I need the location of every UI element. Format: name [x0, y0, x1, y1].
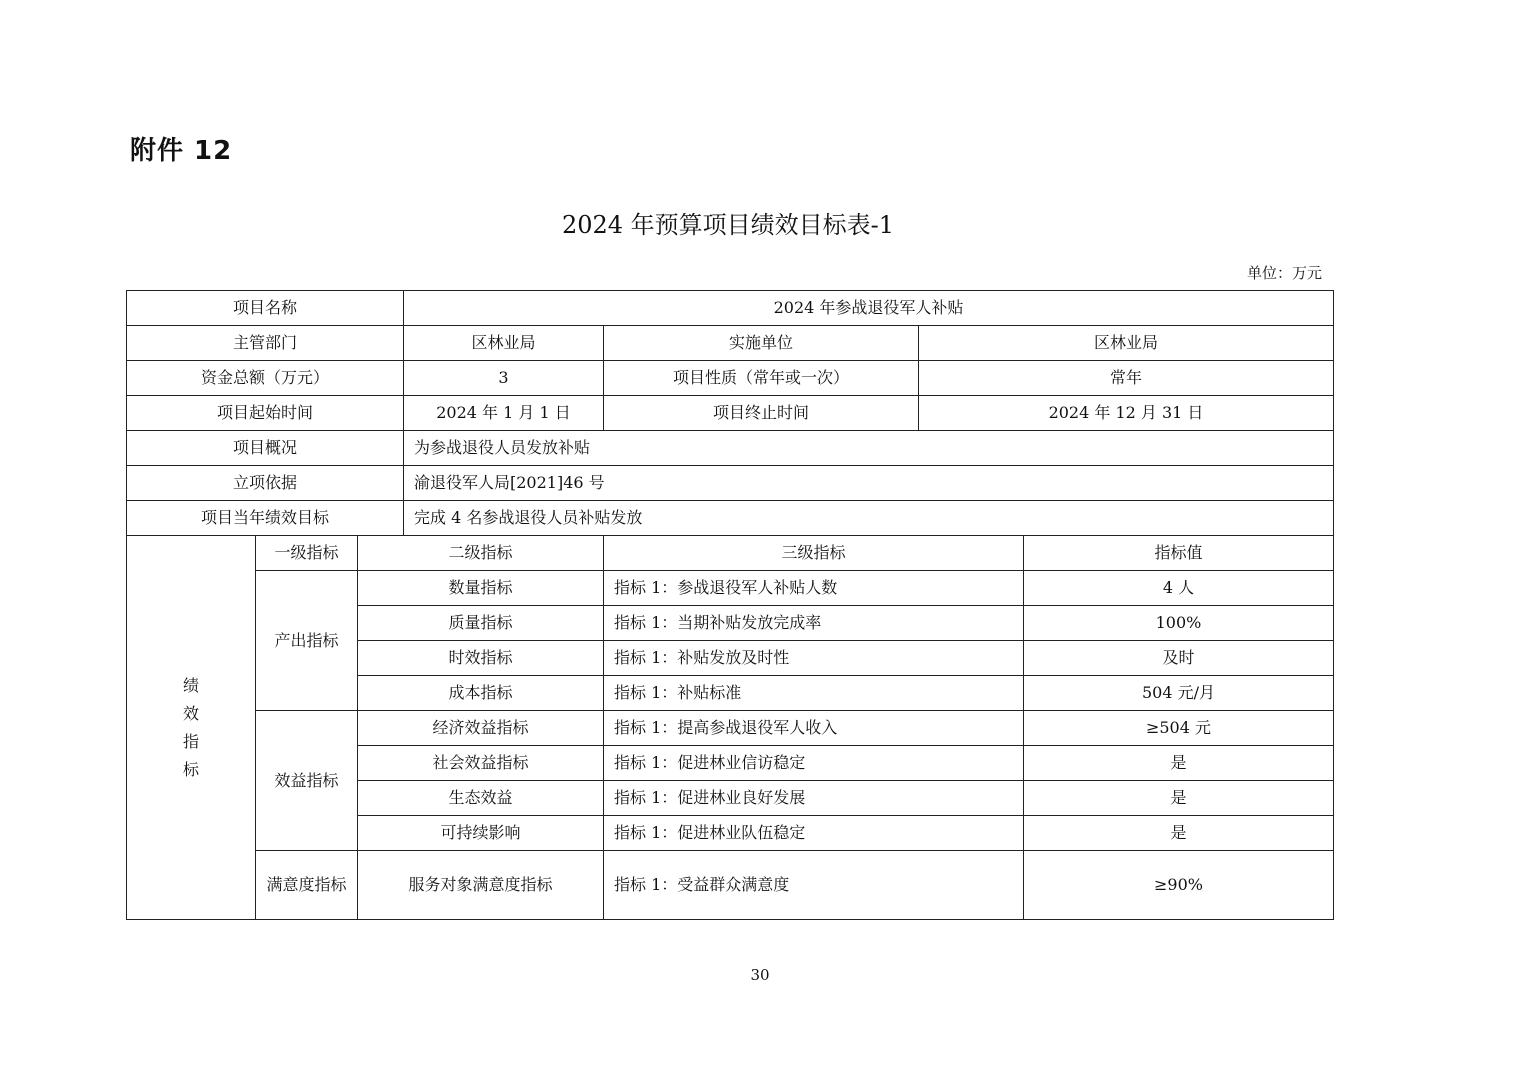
impl-label: 实施单位: [604, 326, 919, 361]
level2-cell: 生态效益: [358, 781, 604, 816]
nature-value: 常年: [919, 361, 1334, 396]
table-row: [127, 361, 1334, 396]
level2-cell: 可持续影响: [358, 816, 604, 851]
level3-cell: 指标 1：促进林业良好发展: [604, 781, 1024, 816]
value-cell: 504 元/月: [1024, 676, 1334, 711]
end-value: 2024 年 12 月 31 日: [919, 396, 1334, 431]
page-number: 30: [750, 966, 770, 984]
table-header-row: [127, 536, 1334, 571]
table-row: [127, 431, 1334, 466]
annex-label: 附件 12: [130, 136, 233, 166]
level3-cell: 指标 1：提高参战退役军人收入: [604, 711, 1024, 746]
table-row: [127, 466, 1334, 501]
value-cell: 4 人: [1024, 571, 1334, 606]
goal-value: 完成 4 名参战退役人员补贴发放: [404, 501, 1334, 536]
level3-cell: 指标 1：参战退役军人补贴人数: [604, 571, 1024, 606]
value-cell: 是: [1024, 816, 1334, 851]
level2-cell: 经济效益指标: [358, 711, 604, 746]
table-row: [127, 501, 1334, 536]
table-row: [127, 711, 1334, 746]
level3-cell: 指标 1：补贴发放及时性: [604, 641, 1024, 676]
header-level3: 三级指标: [604, 536, 1024, 571]
fund-label: 资金总额（万元）: [127, 361, 404, 396]
level3-cell: 指标 1：受益群众满意度: [604, 851, 1024, 920]
level3-cell: 指标 1：促进林业信访稳定: [604, 746, 1024, 781]
level3-cell: 指标 1：补贴标准: [604, 676, 1024, 711]
level2-cell: 时效指标: [358, 641, 604, 676]
overview-label: 项目概况: [127, 431, 404, 466]
level1-satisfaction: 满意度指标: [256, 851, 358, 920]
header-level1: 一级指标: [256, 536, 358, 571]
value-cell: 是: [1024, 781, 1334, 816]
level3-cell: 指标 1：促进林业队伍稳定: [604, 816, 1024, 851]
end-label: 项目终止时间: [604, 396, 919, 431]
dept-label: 主管部门: [127, 326, 404, 361]
start-label: 项目起始时间: [127, 396, 404, 431]
table-row: [127, 851, 1334, 920]
project-name-value: 2024 年参战退役军人补贴: [404, 291, 1334, 326]
level2-cell: 服务对象满意度指标: [358, 851, 604, 920]
fund-value: 3: [404, 361, 604, 396]
value-cell: 是: [1024, 746, 1334, 781]
level3-cell: 指标 1：当期补贴发放完成率: [604, 606, 1024, 641]
indicators-section-label: 绩效指标: [127, 536, 256, 920]
impl-value: 区林业局: [919, 326, 1334, 361]
overview-value: 为参战退役人员发放补贴: [404, 431, 1334, 466]
performance-target-table: [126, 290, 1334, 920]
basis-label: 立项依据: [127, 466, 404, 501]
goal-label: 项目当年绩效目标: [127, 501, 404, 536]
level1-benefit: 效益指标: [256, 711, 358, 851]
value-cell: ≥504 元: [1024, 711, 1334, 746]
value-cell: 100%: [1024, 606, 1334, 641]
unit-label: 单位：万元: [1246, 264, 1322, 282]
start-value: 2024 年 1 月 1 日: [404, 396, 604, 431]
level2-cell: 社会效益指标: [358, 746, 604, 781]
nature-label: 项目性质（常年或一次）: [604, 361, 919, 396]
header-level2: 二级指标: [358, 536, 604, 571]
basis-value: 渝退役军人局[2021]46 号: [404, 466, 1334, 501]
dept-value: 区林业局: [404, 326, 604, 361]
table-row: [127, 571, 1334, 606]
value-cell: 及时: [1024, 641, 1334, 676]
header-value: 指标值: [1024, 536, 1334, 571]
document-title: 2024 年预算项目绩效目标表-1: [561, 211, 895, 239]
level2-cell: 质量指标: [358, 606, 604, 641]
level2-cell: 数量指标: [358, 571, 604, 606]
level2-cell: 成本指标: [358, 676, 604, 711]
value-cell: ≥90%: [1024, 851, 1334, 920]
table-row: [127, 396, 1334, 431]
level1-output: 产出指标: [256, 571, 358, 711]
table-row: [127, 326, 1334, 361]
table-row: [127, 291, 1334, 326]
project-name-label: 项目名称: [127, 291, 404, 326]
